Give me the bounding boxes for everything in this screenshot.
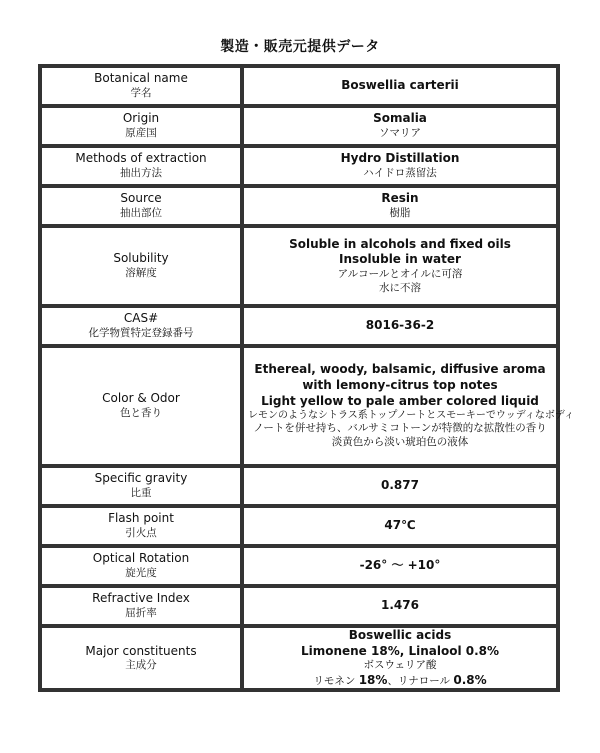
value-en: 8016-36-2 <box>365 318 435 333</box>
label-en: Methods of extraction <box>75 151 207 166</box>
table-row <box>40 626 558 690</box>
value-jp-part: 、リナロール <box>387 674 454 687</box>
label-cell <box>40 546 242 586</box>
value-en: Boswellia carterii <box>341 78 459 93</box>
value-cell <box>242 346 575 466</box>
label-cell <box>40 586 242 626</box>
label-en: Optical Rotation <box>92 551 190 566</box>
value-en: Light yellow to pale amber colored liquid <box>261 393 539 408</box>
value-cell <box>242 506 558 546</box>
label-en: Solubility <box>113 251 169 266</box>
value-jp-number: 0.8% <box>453 672 487 687</box>
value-jp: ソマリア <box>379 126 421 139</box>
value-en: -26° ～ +10° <box>359 558 441 573</box>
table-row <box>40 546 558 586</box>
value-en: Boswellic acids <box>348 628 452 642</box>
value-jp: 樹脂 <box>389 206 411 219</box>
value-en: 0.877 <box>381 478 419 493</box>
label-cell <box>40 346 242 466</box>
label-cell <box>40 226 242 306</box>
value-jp-part: リモネン <box>313 674 359 687</box>
table-row <box>40 106 558 146</box>
label-jp: 抽出方法 <box>120 166 162 179</box>
value-en: Somalia <box>373 111 427 126</box>
value-jp: 水に不溶 <box>379 281 421 294</box>
label-jp: 抽出部位 <box>120 206 162 219</box>
label-cell <box>40 66 242 106</box>
label-cell <box>40 506 242 546</box>
table-row <box>40 226 558 306</box>
value-jp: ハイドロ蒸留法 <box>363 166 437 179</box>
label-jp: 色と香り <box>120 406 162 419</box>
value-cell <box>242 306 558 346</box>
label-cell <box>40 626 242 690</box>
document-title: 製造・販売元提供データ <box>220 39 380 55</box>
label-jp: 旋光度 <box>125 566 157 579</box>
value-en: Ethereal, woody, balsamic, diffusive aroma <box>254 362 546 377</box>
label-jp: 比重 <box>130 486 152 499</box>
value-jp: レモンのようなシトラス系トップノートとスモーキーでウッディなボディ <box>248 410 575 422</box>
value-cell <box>242 546 558 586</box>
value-en: Limonene 18%, Linalool 0.8% <box>300 643 500 658</box>
table-row <box>40 186 558 226</box>
table-row <box>40 586 558 626</box>
specification-table <box>38 64 575 692</box>
value-cell <box>242 66 558 106</box>
value-jp-mixed <box>248 673 552 689</box>
label-en: Source <box>120 191 162 206</box>
value-en: Soluble in alcohols and fixed oils <box>289 236 511 251</box>
label-jp: 主成分 <box>125 659 157 672</box>
value-cell <box>242 146 558 186</box>
table-row <box>40 66 558 106</box>
value-jp: ノートを併せ持ち、バルサミコトーンが特徴的な拡散性の香り <box>253 422 547 435</box>
label-en: CAS# <box>123 311 159 326</box>
value-en: with lemony-citrus top notes <box>302 378 498 393</box>
label-cell <box>40 466 242 506</box>
value-jp: 淡黄色から淡い琥珀色の液体 <box>331 435 469 448</box>
value-cell <box>242 466 558 506</box>
label-en: Major constituents <box>85 643 197 658</box>
label-jp: 溶解度 <box>125 266 157 279</box>
value-en: Insoluble in water <box>339 252 461 267</box>
value-cell <box>242 226 558 306</box>
label-en: Botanical name <box>94 71 188 86</box>
label-jp: 化学物質特定登録番号 <box>88 326 194 339</box>
value-en: 47℃ <box>384 518 416 533</box>
label-jp: 学名 <box>130 86 152 99</box>
table-row <box>40 306 558 346</box>
label-en: Specific gravity <box>94 471 188 486</box>
label-en: Flash point <box>108 511 174 526</box>
value-jp-number: 18% <box>358 672 388 687</box>
value-jp: ボスウェリア酸 <box>363 659 437 672</box>
label-en: Color & Odor <box>102 391 180 406</box>
label-jp: 原産国 <box>125 126 157 139</box>
value-en: Resin <box>381 191 419 206</box>
value-cell <box>242 586 558 626</box>
value-cell <box>242 626 558 690</box>
label-jp: 引火点 <box>125 526 157 539</box>
table-row <box>40 346 558 466</box>
value-jp: アルコールとオイルに可溶 <box>337 267 463 280</box>
label-cell <box>40 306 242 346</box>
value-en: Hydro Distillation <box>340 151 460 166</box>
table-row <box>40 506 558 546</box>
label-en: Origin <box>122 111 160 126</box>
label-cell <box>40 186 242 226</box>
value-cell <box>242 186 558 226</box>
label-cell <box>40 106 242 146</box>
label-en: Refractive Index <box>92 591 190 606</box>
table-row <box>40 146 558 186</box>
label-jp: 屈折率 <box>125 606 157 619</box>
value-en: 1.476 <box>381 598 419 613</box>
table-row <box>40 466 558 506</box>
value-cell <box>242 106 558 146</box>
label-cell <box>40 146 242 186</box>
